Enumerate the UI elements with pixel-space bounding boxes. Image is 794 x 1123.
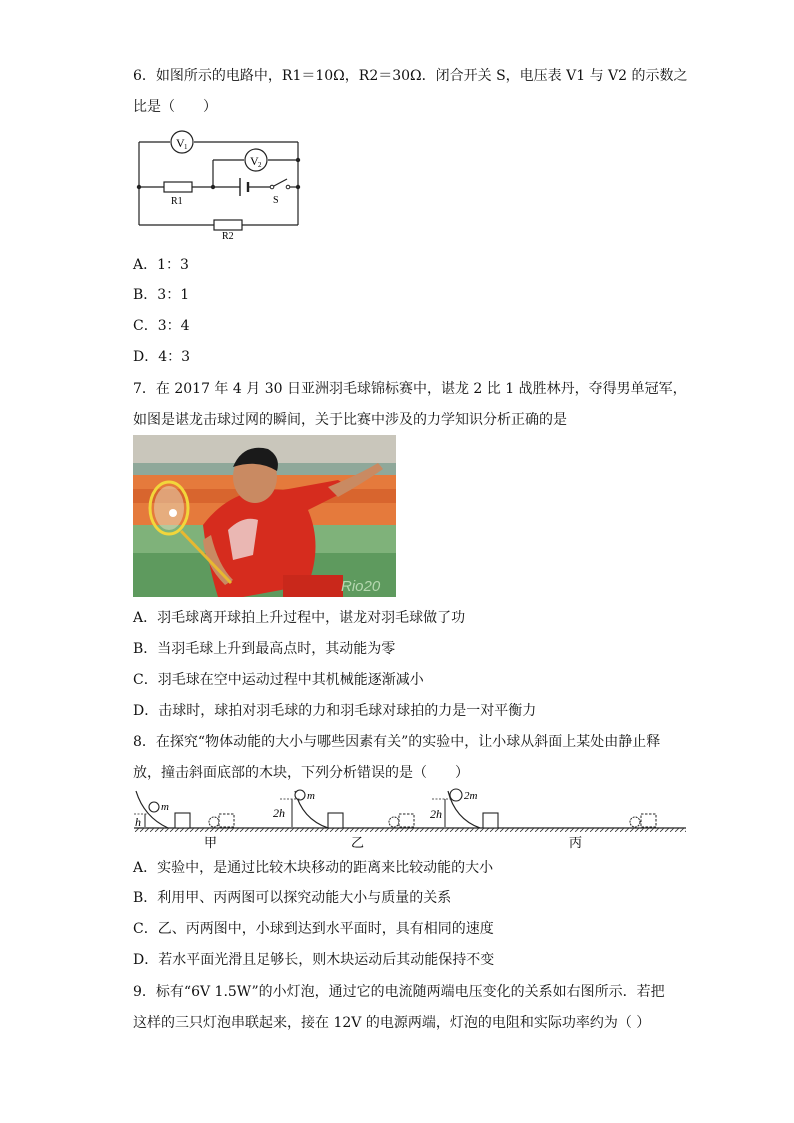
q8-option-b: B．利用甲、丙两图可以探究动能大小与质量的关系 bbox=[133, 890, 452, 906]
ball-jia-icon bbox=[149, 802, 159, 812]
v2-subscript: 2 bbox=[258, 161, 262, 169]
v1-label: V bbox=[176, 136, 185, 150]
jia-mass-label: m bbox=[161, 801, 169, 813]
q9-stem-line1: 9．标有“6V 1.5W”的小灯泡，通过它的电流随两端电压变化的关系如右图所示．若把 bbox=[133, 984, 665, 1000]
q6-option-a: A．1：3 bbox=[133, 257, 189, 273]
q7-stem-line1: 7．在 2017 年 4 月 30 日亚洲羽毛球锦标赛中，谌龙 2 比 1 战胜林丹，夺得男单冠军， bbox=[133, 381, 687, 397]
v1-subscript: 1 bbox=[184, 143, 188, 151]
q8-stem-line2: 放，撞击斜面底部的木块，下列分析错误的是（ ） bbox=[133, 765, 469, 781]
q6-option-d: D．4：3 bbox=[133, 349, 191, 365]
yi-label: 乙 bbox=[351, 836, 365, 851]
q8-option-d: D．若水平面光滑且足够长，则木块运动后其动能保持不变 bbox=[133, 952, 495, 968]
q7-stem-line2: 如图是谌龙击球过网的瞬间，关于比赛中涉及的力学知识分析正确的是 bbox=[133, 412, 567, 428]
block-jia-icon bbox=[175, 813, 190, 828]
bing-label: 丙 bbox=[569, 836, 583, 851]
q8-incline-diagram bbox=[130, 787, 690, 851]
q8-option-a: A．实验中，是通过比较木块移动的距离来比较动能的大小 bbox=[133, 860, 494, 876]
q8-stem-line1: 8．在探究“物体动能的大小与哪些因素有关”的实验中，让小球从斜面上某处由静止释 bbox=[133, 734, 661, 750]
q7-option-a: A．羽毛球离开球拍上升过程中，谌龙对羽毛球做了功 bbox=[133, 610, 466, 626]
block-yi-icon bbox=[328, 813, 343, 828]
ball-yi-icon bbox=[295, 790, 305, 800]
ball-bing-icon bbox=[450, 789, 462, 801]
bing-mass-label: 2m bbox=[464, 790, 478, 802]
switch-label: S bbox=[273, 195, 279, 206]
resistor-r2-icon bbox=[214, 220, 242, 230]
yi-height-label: 2h bbox=[273, 806, 285, 820]
r1-label: R1 bbox=[171, 196, 183, 207]
jia-height-label: h bbox=[135, 815, 141, 829]
r2-label: R2 bbox=[222, 231, 234, 242]
jia-label: 甲 bbox=[204, 836, 218, 851]
resistor-r1-icon bbox=[164, 182, 192, 192]
bing-height-label: 2h bbox=[430, 807, 442, 821]
v2-label: V bbox=[250, 154, 259, 168]
q7-option-d: D．击球时，球拍对羽毛球的力和羽毛球对球拍的力是一对平衡力 bbox=[133, 703, 537, 719]
photo-watermark-text: Rio20 bbox=[341, 578, 381, 595]
q7-option-c: C．羽毛球在空中运动过程中其机械能逐渐减小 bbox=[133, 672, 424, 688]
block-bing-icon bbox=[483, 813, 498, 828]
q7-option-b: B．当羽毛球上升到最高点时，其动能为零 bbox=[133, 641, 396, 657]
q6-circuit-diagram bbox=[130, 128, 310, 243]
yi-mass-label: m bbox=[307, 790, 315, 802]
q6-stem-line2: 比是（ ） bbox=[133, 99, 217, 115]
q8-option-c: C．乙、丙两图中，小球到达到水平面时，具有相同的速度 bbox=[133, 921, 494, 937]
q6-stem-line1: 6．如图所示的电路中，R1＝10Ω，R2＝30Ω．闭合开关 S，电压表 V1 与 V2 的示数之 bbox=[133, 68, 688, 84]
q6-option-c: C．3：4 bbox=[133, 318, 190, 334]
badminton-player-photo bbox=[133, 435, 396, 597]
switch-icon bbox=[270, 185, 274, 189]
q6-option-b: B．3：1 bbox=[133, 287, 190, 303]
q9-stem-line2: 这样的三只灯泡串联起来，接在 12V 的电源两端，灯泡的电阻和实际功率约为（ ） bbox=[133, 1015, 651, 1031]
